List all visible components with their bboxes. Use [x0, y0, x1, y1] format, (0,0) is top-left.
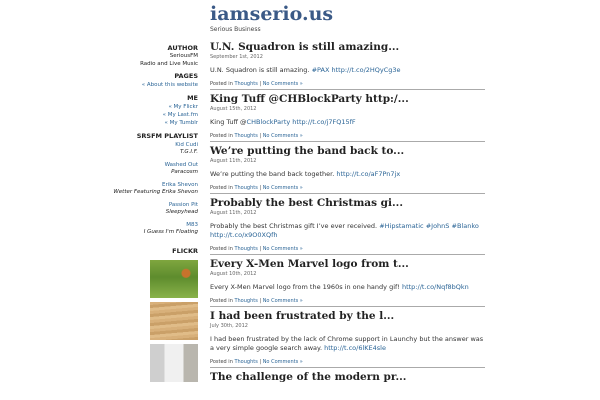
post-date: August 10th, 2012	[210, 271, 257, 277]
flickr-photo-pond[interactable]	[150, 260, 198, 298]
post-category-link[interactable]: Thoughts	[234, 133, 258, 139]
post-link[interactable]: http://t.co/aF7Pn7jx	[336, 170, 401, 178]
song-artist: I Guess I'm Floating	[143, 229, 198, 235]
playlist-heading: SRSFM PLAYLIST	[136, 132, 198, 140]
pages-heading: PAGES	[174, 72, 198, 80]
post-title[interactable]: U.N. Squadron is still amazing...	[210, 41, 400, 53]
playlist-item	[0, 202, 198, 216]
meta-separator: |	[257, 359, 263, 365]
meta-separator: |	[257, 185, 263, 191]
post	[210, 370, 485, 384]
post-meta	[210, 185, 485, 193]
flickr-photo-wood[interactable]	[150, 302, 198, 340]
post-date: July 30th, 2012	[210, 323, 248, 329]
post-body-text: King Tuff @	[210, 118, 247, 126]
posted-in-label: Posted in	[210, 298, 233, 304]
post-body-text: Probably the best Christmas gift I’ve ever received.	[210, 222, 380, 230]
song-title[interactable]: Kid Cudi	[175, 142, 198, 148]
post-title[interactable]: We’re putting the band back to...	[210, 145, 405, 157]
post-body-text: Every X-Men Marvel logo from the 1960s in one handy gif!	[210, 283, 402, 291]
playlist-item	[0, 142, 198, 156]
flickr-heading: FLICKR	[172, 247, 198, 255]
post-category-link[interactable]: Thoughts	[234, 359, 258, 365]
post-link[interactable]: CHBlockParty	[246, 118, 291, 126]
post-link[interactable]: http://t.co/x9O0XQfh	[210, 231, 278, 239]
post-title[interactable]: The challenge of the modern pr...	[210, 371, 407, 383]
posted-in-label: Posted in	[210, 246, 233, 252]
post-category-link[interactable]: Thoughts	[234, 298, 258, 304]
post-comments-link[interactable]: No Comments »	[262, 185, 303, 191]
post-category-link[interactable]: Thoughts	[234, 81, 258, 87]
post-link[interactable]: #Hipstamatic	[379, 222, 424, 230]
song-artist: T.G.I.F.	[179, 149, 198, 155]
song-artist: Wetter Featuring Erika Shevon	[113, 189, 198, 195]
post-link[interactable]: #PAX	[311, 66, 330, 74]
me-link-flickr[interactable]: « My Flickr	[168, 104, 198, 110]
post-link[interactable]: #JohnS	[425, 222, 450, 230]
post-body	[210, 335, 485, 353]
site-header	[210, 2, 333, 33]
post-link[interactable]: http://t.co/Nqf8bQkn	[401, 283, 469, 291]
author-line: SeriousFM	[169, 53, 198, 59]
song-artist: Paracosm	[171, 169, 198, 175]
post-body-text: We’re putting the band back together.	[210, 170, 337, 178]
song-title[interactable]: Passion Pit	[168, 202, 198, 208]
post-category-link[interactable]: Thoughts	[234, 246, 258, 252]
post-date: August 11th, 2012	[210, 210, 257, 216]
post-title[interactable]: Every X-Men Marvel logo from t...	[210, 258, 409, 270]
author-line: Radio and Live Music	[140, 60, 198, 67]
song-title[interactable]: M83	[186, 222, 198, 228]
page-link-about[interactable]: « About this website	[141, 82, 198, 88]
post-meta	[210, 81, 485, 89]
me-heading: ME	[187, 94, 198, 102]
author-heading: AUTHOR	[167, 44, 198, 52]
sidebar	[0, 44, 198, 382]
playlist-item	[0, 162, 198, 176]
song-title[interactable]: Washed Out	[164, 162, 198, 168]
post-body	[210, 118, 485, 127]
post-title[interactable]: Probably the best Christmas gi...	[210, 197, 403, 209]
post-body	[210, 66, 485, 75]
meta-separator: |	[257, 133, 263, 139]
post-comments-link[interactable]: No Comments »	[262, 133, 303, 139]
post-category-link[interactable]: Thoughts	[234, 185, 258, 191]
post-link[interactable]: #Blanko	[451, 222, 479, 230]
me-link-lastfm[interactable]: « My Last.fm	[162, 112, 198, 118]
post-date: August 15th, 2012	[210, 106, 257, 112]
post-comments-link[interactable]: No Comments »	[262, 81, 303, 87]
post-link[interactable]: http://t.co/6lKE4sle	[324, 344, 386, 352]
site-title[interactable]: iamserio.us	[210, 3, 334, 25]
post	[210, 257, 485, 307]
post-link[interactable]: http://t.co/2HQyCg3e	[331, 66, 401, 74]
post-body-text: U.N. Squadron is still amazing.	[210, 66, 312, 74]
post-comments-link[interactable]: No Comments »	[262, 359, 303, 365]
post	[210, 309, 485, 368]
post-body-text: I had been frustrated by the lack of Chrome support in Launchy but the answer was a very simple google search away.	[210, 335, 484, 352]
post-date: August 11th, 2012	[210, 158, 257, 164]
meta-separator: |	[257, 298, 263, 304]
post-date: September 1st, 2012	[210, 54, 263, 60]
song-artist: Sleepyhead	[165, 209, 198, 215]
post-comments-link[interactable]: No Comments »	[262, 298, 303, 304]
post-meta	[210, 133, 485, 141]
meta-separator: |	[257, 246, 263, 252]
playlist-item	[0, 182, 198, 196]
post-title[interactable]: I had been frustrated by the l...	[210, 310, 395, 322]
post-list	[210, 38, 485, 384]
post	[210, 144, 485, 194]
posted-in-label: Posted in	[210, 359, 233, 365]
playlist-item	[0, 222, 198, 236]
post-title[interactable]: King Tuff @CHBlockParty http:/...	[210, 93, 409, 105]
post-link[interactable]: http://t.co/j7FQ15fF	[292, 118, 356, 126]
song-title[interactable]: Erika Shevon	[162, 182, 198, 188]
posted-in-label: Posted in	[210, 133, 233, 139]
post-body	[210, 283, 485, 292]
post-meta	[210, 298, 485, 306]
post	[210, 196, 485, 255]
post	[210, 40, 485, 90]
me-link-tumblr[interactable]: « My Tumblr	[164, 120, 198, 126]
posted-in-label: Posted in	[210, 81, 233, 87]
post-meta	[210, 359, 485, 367]
post-body	[210, 170, 485, 179]
posted-in-label: Posted in	[210, 185, 233, 191]
post-body	[210, 222, 485, 240]
post-comments-link[interactable]: No Comments »	[262, 246, 303, 252]
site-tagline: Serious Business	[210, 26, 261, 33]
post	[210, 92, 485, 142]
flickr-photo-room[interactable]	[150, 344, 198, 382]
meta-separator: |	[257, 81, 263, 87]
post-meta	[210, 246, 485, 254]
